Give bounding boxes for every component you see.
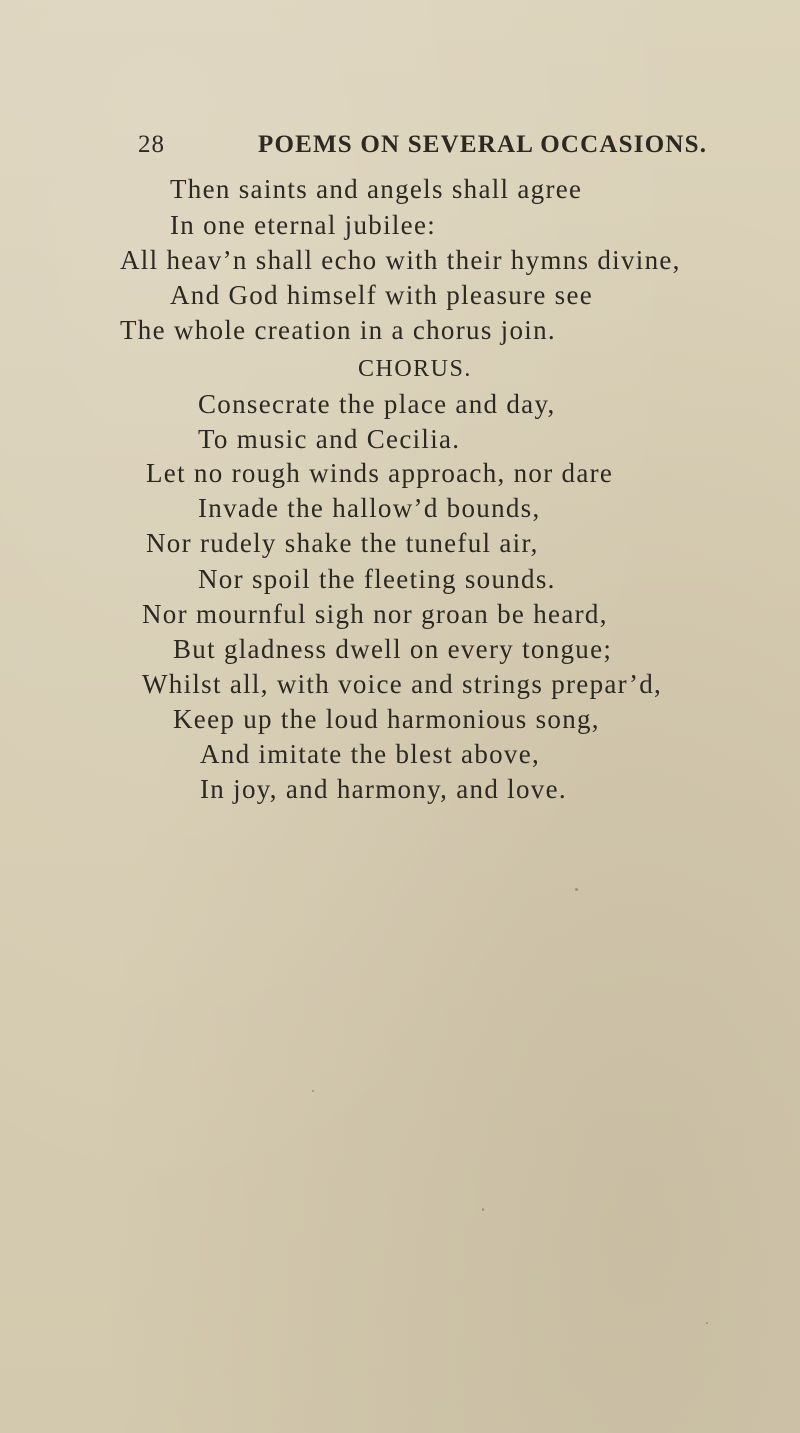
chorus-line: And imitate the blest above, — [200, 739, 541, 769]
chorus-line: Consecrate the place and day, — [198, 389, 556, 419]
chorus-line: Invade the hallow’d bounds, — [198, 493, 541, 523]
page-header — [0, 131, 800, 165]
chorus-line: Whilst all, with voice and strings prepar’d, — [142, 669, 663, 699]
paper-speck — [482, 1208, 484, 1211]
chorus-line: Let no rough winds approach, nor dare — [146, 458, 614, 488]
chorus-line: Nor spoil the fleeting sounds. — [198, 564, 556, 594]
running-head: POEMS ON SEVERAL OCCASIONS. — [258, 131, 708, 158]
chorus-line: Keep up the loud harmonious song, — [173, 704, 600, 734]
stanza-line: Then saints and angels shall agree — [170, 174, 583, 204]
stanza-line: The whole creation in a chorus join. — [120, 315, 556, 345]
paper-speck — [706, 1322, 708, 1324]
paper-speck — [575, 888, 578, 891]
stanza-line: In one eternal jubilee: — [170, 210, 437, 240]
paper-speck — [312, 1090, 314, 1092]
chorus-heading: CHORUS. — [358, 356, 472, 382]
chorus-line: In joy, and harmony, and love. — [200, 774, 567, 804]
chorus-line: To music and Cecilia. — [198, 424, 461, 454]
chorus-line: Nor rudely shake the tuneful air, — [146, 528, 539, 558]
chorus-line: But gladness dwell on every tongue; — [173, 634, 613, 664]
page-number: 28 — [138, 131, 165, 158]
stanza-line: And God himself with pleasure see — [170, 280, 594, 310]
stanza-line: All heav’n shall echo with their hymns divine, — [120, 245, 681, 275]
chorus-line: Nor mournful sigh nor groan be heard, — [142, 599, 608, 629]
